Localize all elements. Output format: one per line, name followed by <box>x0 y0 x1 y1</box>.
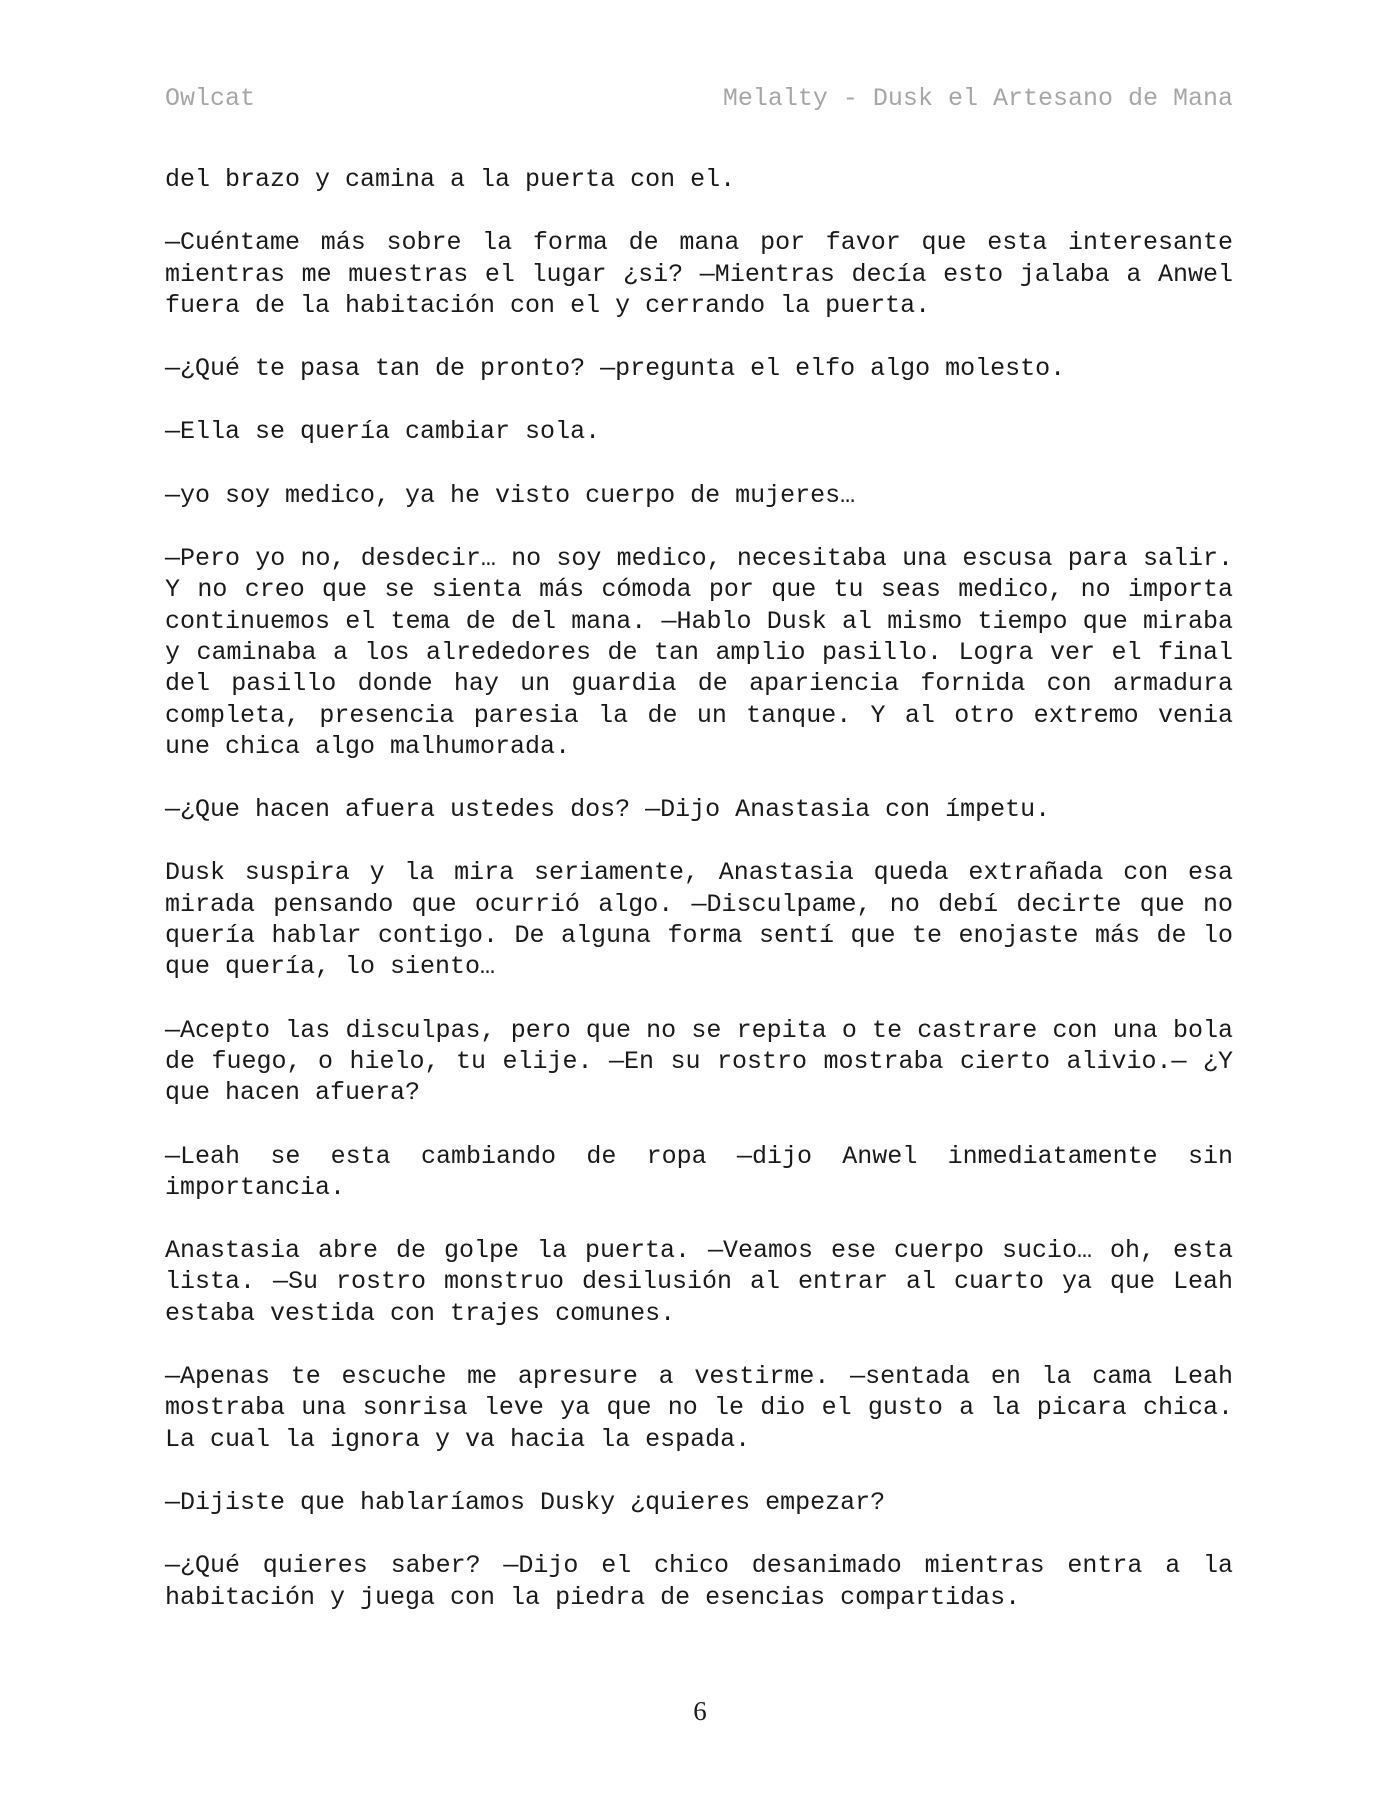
header-title: Melalty - Dusk el Artesano de Mana <box>722 83 1233 113</box>
paragraph: —Leah se esta cambiando de ropa —dijo Anwel inmediatamente sin importancia. <box>165 1141 1233 1202</box>
paragraph: Dusk suspira y la mira seriamente, Anastasia queda extrañada con esa mirada pensando que ocurrió algo. —Disculpame, no debí decirte que no quería hablar contigo. De alguna forma sentí que te enojaste más de lo que quería, lo siento… <box>165 858 1233 982</box>
paragraph: —¿Qué te pasa tan de pronto? —pregunta el elfo algo molesto. <box>165 354 1066 384</box>
paragraph: —yo soy medico, ya he visto cuerpo de mujeres… <box>165 480 856 510</box>
page-body <box>165 164 1233 1645</box>
paragraph: —Pero yo no, desdecir… no soy medico, necesitaba una escusa para salir. Y no creo que se sienta más cómoda por que tu seas medico, no importa continuemos el tema de del mana. —Hablo Dusk al mismo tiempo que miraba y caminaba a los alrededores de tan amplio pasillo. Logra ver el final del pasillo donde hay un guardia de apariencia fornida con armadura completa, presencia paresia la de un tanque. Y al otro extremo venia une chica algo malhumorada. <box>165 544 1233 761</box>
paragraph: —Cuéntame más sobre la forma de mana por favor que esta interesante mientras me muestras el lugar ¿si? —Mientras decía esto jalaba a Anwel fuera de la habitación con el y cerrando la puerta. <box>165 228 1233 320</box>
page-header <box>165 80 1233 116</box>
paragraph: —¿Que hacen afuera ustedes dos? —Dijo Anastasia con ímpetu. <box>165 795 1051 825</box>
paragraph: —Dijiste que hablaríamos Dusky ¿quieres empezar? <box>165 1487 886 1517</box>
paragraph: —Apenas te escuche me apresure a vestirme. —sentada en la cama Leah mostraba una sonrisa leve ya que no le dio el gusto a la picara chica. La cual la ignora y va hacia la espada. <box>165 1362 1233 1454</box>
paragraph: Anastasia abre de golpe la puerta. —Veamos ese cuerpo sucio… oh, esta lista. —Su rostro monstruo desilusión al entrar al cuarto ya que Leah estaba vestida con trajes comunes. <box>165 1236 1233 1328</box>
header-author: Owlcat <box>165 83 256 113</box>
paragraph: —Acepto las disculpas, pero que no se repita o te castrare con una bola de fuego, o hielo, tu elije. —En su rostro mostraba cierto alivio.— ¿Y que hacen afuera? <box>165 1015 1233 1108</box>
page-number: 6 <box>693 1696 707 1726</box>
paragraph: del brazo y camina a la puerta con el. <box>165 165 736 194</box>
paragraph: —¿Qué quieres saber? —Dijo el chico desanimado mientras entra a la habitación y juega con la piedra de esencias compartidas. <box>165 1551 1233 1612</box>
paragraph: —Ella se quería cambiar sola. <box>165 417 601 447</box>
